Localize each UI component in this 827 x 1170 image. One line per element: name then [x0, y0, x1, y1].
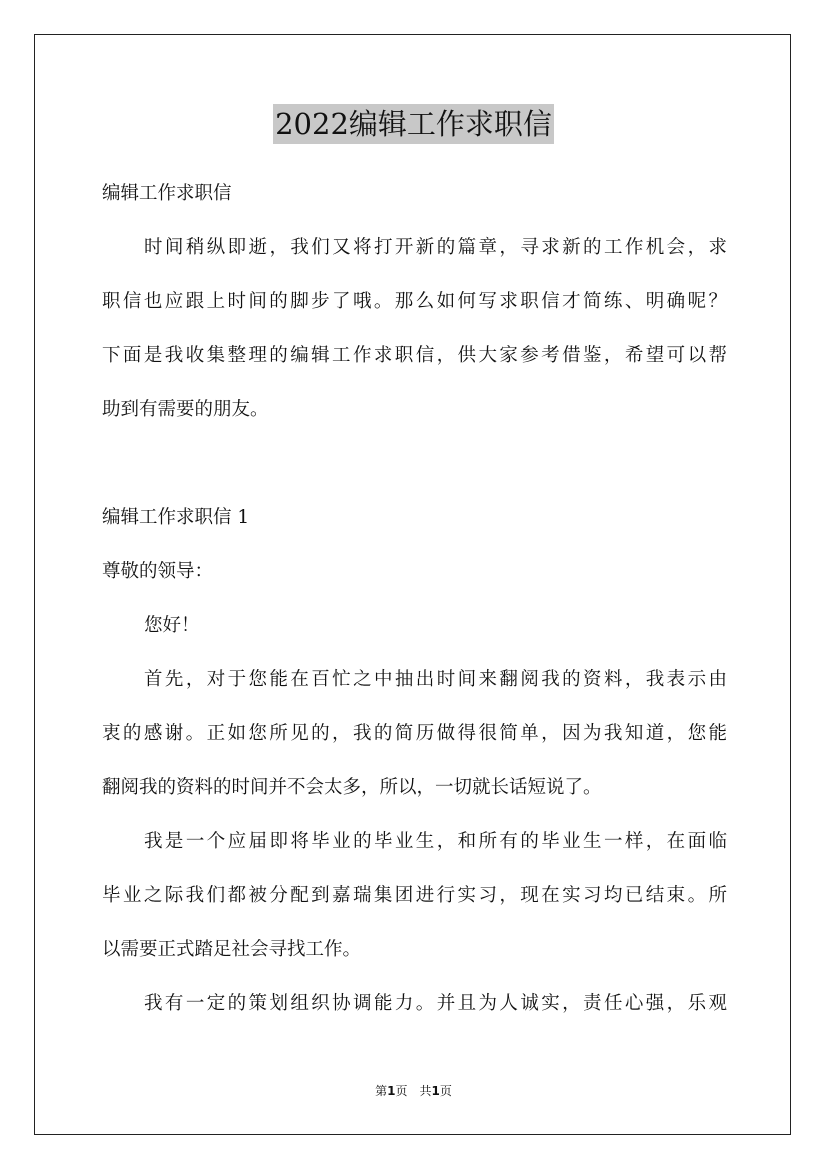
- footer-page-suffix: 页: [439, 1084, 452, 1098]
- body-line-5: 毕业之际我们都被分配到嘉瑞集团进行实习，现在实习均已结束。所: [102, 885, 727, 906]
- footer-page-prefix: 第: [375, 1084, 388, 1098]
- intro-line-3: 下面是我收集整理的编辑工作求职信，供大家参考借鉴，希望可以帮: [102, 345, 727, 366]
- intro-line-1: 时间稍纵即逝，我们又将打开新的篇章，寻求新的工作机会，求: [144, 237, 727, 258]
- footer-page-number: 1: [387, 1084, 396, 1098]
- salutation: 尊敬的领导：: [102, 561, 214, 582]
- document-title: 2022编辑工作求职信: [273, 104, 554, 144]
- body-line-4: 我是一个应届即将毕业的毕业生，和所有的毕业生一样，在面临: [144, 831, 727, 852]
- body-line-1: 首先，对于您能在百忙之中抽出时间来翻阅我的资料，我表示由: [144, 669, 727, 690]
- section-heading: 编辑工作求职信 1: [102, 507, 250, 528]
- intro-line-2: 职信也应跟上时间的脚步了哦。那么如何写求职信才简练、明确呢？: [102, 291, 727, 312]
- body-line-3: 翻阅我的资料的时间并不会太多，所以，一切就长话短说了。: [102, 777, 602, 798]
- greeting: 您好！: [144, 615, 200, 636]
- body-line-6: 以需要正式踏足社会寻找工作。: [102, 939, 362, 960]
- body-line-2: 衷的感谢。正如您所见的，我的简历做得很简单，因为我知道，您能: [102, 723, 727, 744]
- page-footer: [0, 1083, 827, 1099]
- document-subtitle: 编辑工作求职信: [102, 183, 232, 204]
- title-container: [0, 104, 827, 144]
- footer-page-mid: 页 共: [395, 1084, 432, 1098]
- intro-line-4: 助到有需要的朋友。: [102, 399, 269, 420]
- footer-page-total: 1: [431, 1084, 440, 1098]
- body-line-7: 我有一定的策划组织协调能力。并且为人诚实，责任心强，乐观: [144, 993, 727, 1014]
